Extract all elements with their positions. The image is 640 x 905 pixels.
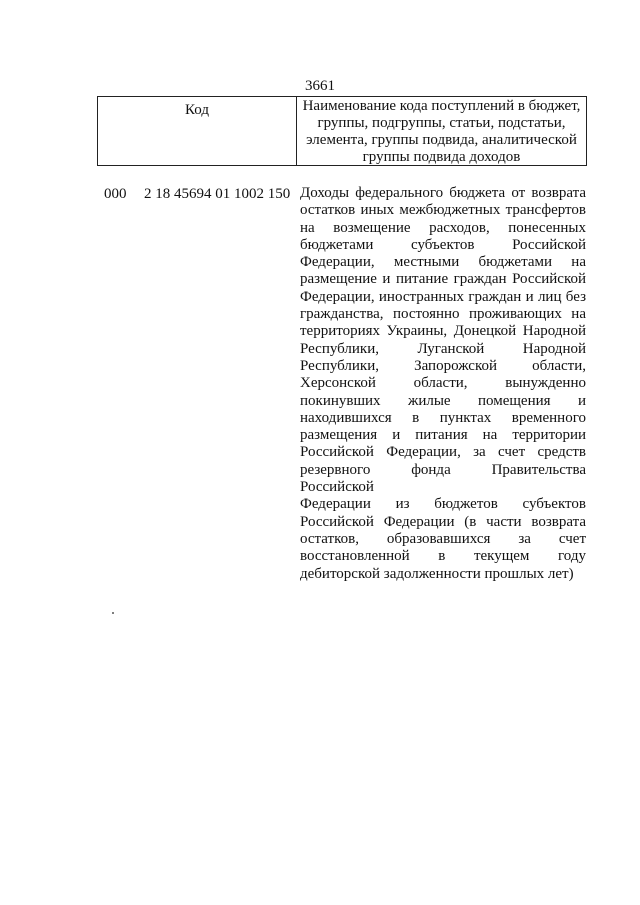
description-line: резервного фонда Правительства Российской	[300, 461, 586, 496]
description-line: восстановленной в текущем году	[300, 548, 586, 565]
table-header	[97, 96, 587, 166]
description-line: находившихся в пунктах временного	[300, 409, 586, 426]
description-line: Федерации из бюджетов субъектов	[300, 496, 586, 513]
description-line: Российской Федерации (в части возврата	[300, 513, 586, 530]
description-line: остатков, образовавшихся за счет	[300, 530, 586, 547]
description-line: Херсонской области, вынужденно	[300, 375, 586, 392]
description-line: Федерации, местными бюджетами на	[300, 254, 586, 271]
header-code-column: Код	[98, 97, 297, 165]
description-line: покинувших жилые помещения и	[300, 392, 586, 409]
description-line: Федерации, иностранных граждан и лиц без	[300, 288, 586, 305]
description-line: Республики, Луганской Народной	[300, 340, 586, 357]
scan-speck	[112, 612, 114, 614]
description-line: на возмещение расходов, понесенных	[300, 219, 586, 236]
header-name-column: Наименование кода поступлений в бюджет, группы, подгруппы, статьи, подстатьи, элемента, группы подвида, аналитической группы подвида доходов	[302, 98, 581, 165]
description-line: Республики, Запорожской области,	[300, 357, 586, 374]
description-line: гражданства, постоянно проживающих на	[300, 306, 586, 323]
page-number: 3661	[305, 78, 335, 94]
income-code-cell: 2 18 45694 01 1002 150	[144, 186, 291, 202]
description-line: Доходы федерального бюджета от возврата	[300, 185, 586, 201]
description-line: размещения и питания на территории	[300, 427, 586, 444]
description-line: дебиторской задолженности прошлых лет)	[300, 565, 574, 582]
description-line: размещение и питание граждан Российской	[300, 271, 586, 288]
description-line: Российской Федерации, за счет средств	[300, 444, 586, 461]
description-line: территориях Украины, Донецкой Народной	[300, 323, 586, 340]
description-cell	[300, 185, 586, 583]
admin-code-cell: 000	[104, 186, 127, 202]
description-line: остатков иных межбюджетных трансфертов	[300, 202, 586, 219]
description-line: бюджетами субъектов Российской	[300, 236, 586, 253]
